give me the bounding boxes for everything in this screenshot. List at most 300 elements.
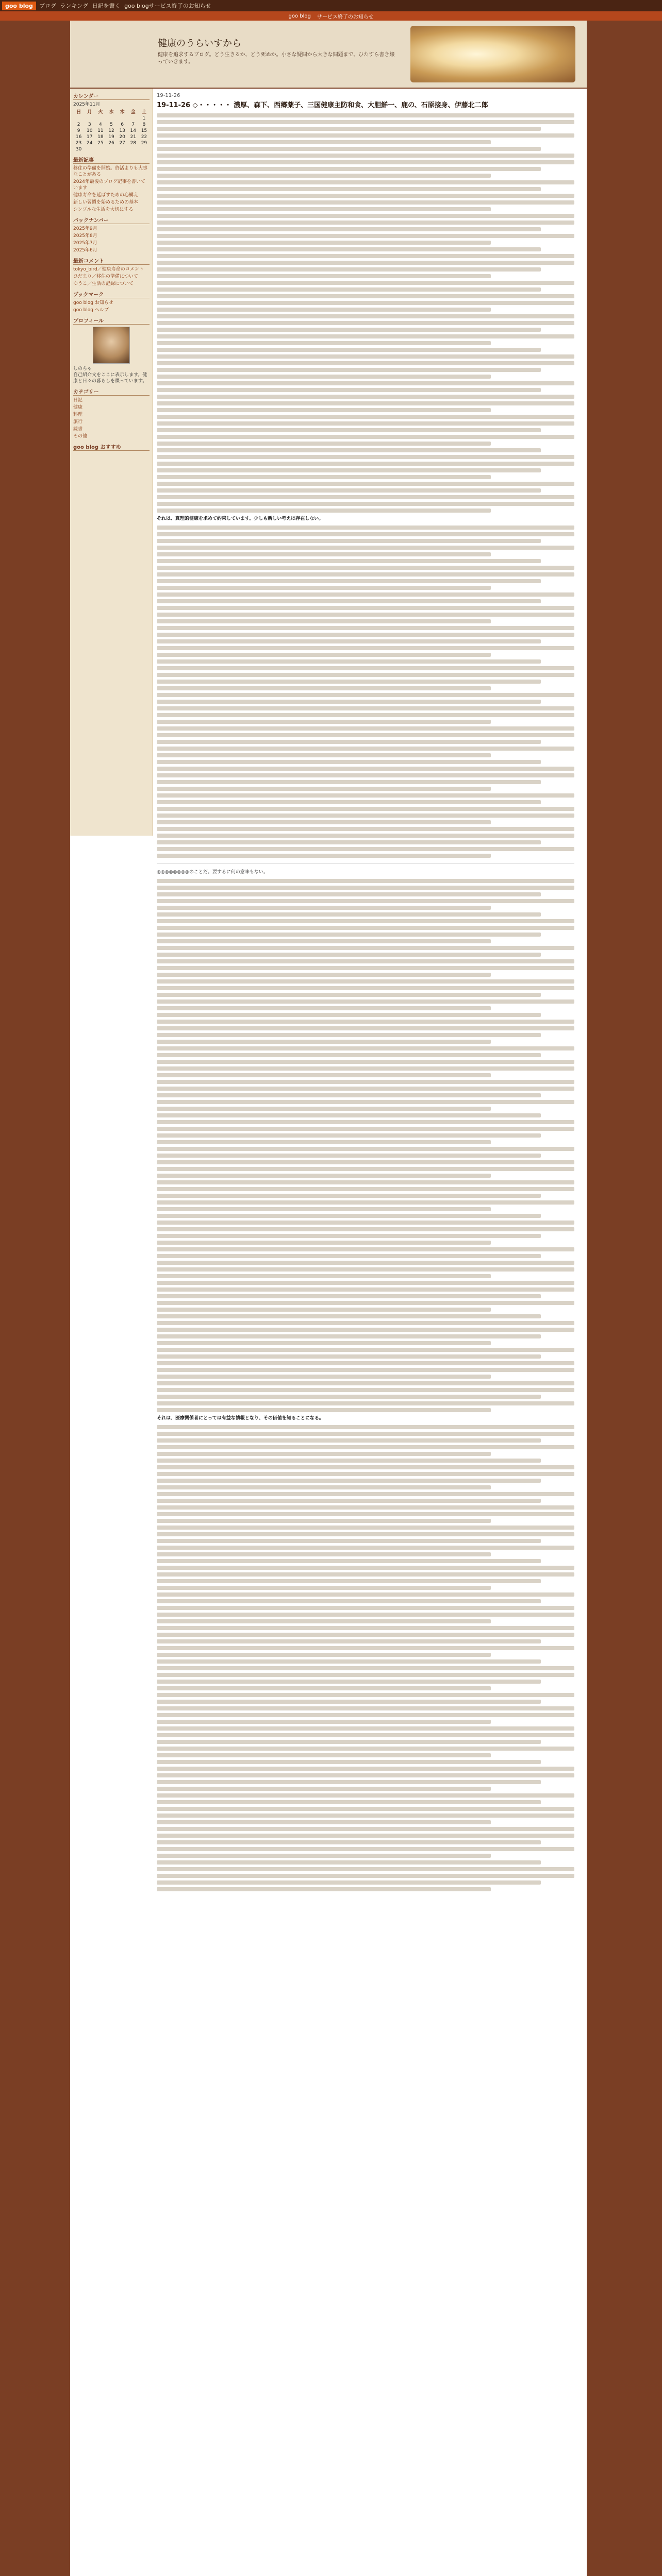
text-line — [157, 1700, 541, 1704]
text-line — [157, 1200, 574, 1205]
calendar-day — [95, 146, 106, 152]
calendar-day[interactable]: 24 — [86, 141, 93, 146]
text-line — [157, 1747, 574, 1751]
recent-link[interactable]: 健康寿命を延ばすための心構え — [73, 193, 139, 198]
calendar-day[interactable]: 27 — [119, 141, 125, 146]
text-line — [157, 814, 574, 818]
profile-title: プロフィール — [73, 316, 150, 325]
text-line — [157, 820, 491, 824]
text-line — [157, 1459, 541, 1463]
text-line — [157, 1073, 491, 1077]
text-line — [157, 599, 541, 603]
text-line — [157, 1659, 541, 1664]
top-link[interactable]: 日記を書く — [92, 3, 121, 9]
calendar-day[interactable]: 29 — [141, 141, 147, 146]
text-line — [157, 1492, 574, 1496]
text-line — [157, 579, 541, 583]
weekday: 水 — [109, 110, 114, 115]
text-line — [157, 1294, 541, 1298]
weekday: 日 — [76, 110, 81, 115]
text-line — [157, 127, 541, 131]
calendar-day[interactable]: 22 — [141, 134, 147, 140]
text-line — [157, 1847, 574, 1851]
text-line — [157, 421, 574, 426]
top-links — [39, 2, 213, 10]
text-line — [157, 1606, 574, 1610]
comments-title: 最新コメント — [73, 257, 150, 265]
calendar-day — [128, 115, 139, 122]
text-line — [157, 281, 574, 285]
text-line — [157, 1733, 574, 1737]
text-line — [157, 1713, 574, 1717]
text-line — [157, 1445, 574, 1449]
text-line — [157, 666, 574, 670]
top-link[interactable]: goo blogサービス終了のお知らせ — [124, 3, 211, 9]
text-line — [157, 993, 541, 997]
top-link[interactable]: ブログ — [39, 3, 56, 9]
text-line — [157, 241, 491, 245]
text-line — [157, 1308, 491, 1312]
text-line — [157, 274, 491, 278]
text-line — [157, 401, 574, 405]
recent-link[interactable]: 新しい習慣を始めるための基本 — [73, 200, 139, 205]
text-line — [157, 1120, 574, 1124]
text-line — [157, 740, 541, 744]
text-line — [157, 733, 574, 737]
text-line — [157, 912, 541, 917]
text-line — [157, 1425, 574, 1429]
text-line — [157, 1127, 574, 1131]
comments-section — [73, 257, 150, 287]
text-line — [157, 787, 491, 791]
text-line — [157, 328, 541, 332]
text-line — [157, 375, 491, 379]
text-line — [157, 1160, 574, 1164]
weekday: 月 — [87, 110, 92, 115]
text-line — [157, 415, 574, 419]
text-line — [157, 760, 541, 764]
text-line — [157, 1187, 574, 1191]
text-line — [157, 726, 574, 731]
text-line — [157, 939, 491, 943]
text-line — [157, 1093, 541, 1097]
calendar-month: 2025年11月 — [73, 102, 101, 107]
text-line — [157, 713, 574, 717]
blog-header — [70, 21, 587, 89]
text-line — [157, 1887, 491, 1891]
text-line — [157, 1465, 574, 1469]
category-link[interactable]: 日記 — [73, 398, 83, 403]
calendar-day[interactable]: 10 — [86, 128, 93, 133]
text-line — [157, 1133, 541, 1138]
text-line — [157, 686, 491, 690]
calendar-day[interactable]: 14 — [130, 128, 136, 133]
text-line — [157, 1214, 541, 1218]
calendar-day — [95, 115, 106, 122]
text-line — [157, 1287, 574, 1292]
text-line — [157, 1673, 574, 1677]
text-line — [157, 1388, 574, 1392]
text-line — [157, 1693, 574, 1697]
text-line — [157, 388, 541, 392]
calendar-day[interactable]: 26 — [108, 141, 114, 146]
text-line — [157, 1773, 574, 1777]
category-section — [73, 387, 150, 439]
text-line — [157, 1760, 541, 1764]
text-line — [157, 1880, 541, 1885]
text-line — [157, 462, 574, 466]
text-line — [157, 1599, 541, 1603]
text-line — [157, 1666, 574, 1670]
text-line — [157, 475, 491, 479]
calendar-week — [73, 128, 150, 134]
weekday: 金 — [130, 110, 136, 115]
text-line — [157, 966, 574, 970]
text-line — [157, 886, 574, 890]
service-nav — [0, 11, 662, 21]
text-line — [157, 566, 574, 570]
profile-section — [73, 316, 150, 384]
text-line — [157, 1680, 541, 1684]
calendar-day[interactable]: 2 — [77, 122, 80, 127]
page-wrapper — [70, 21, 587, 2576]
comment-link[interactable]: tokyo_bird／健康寿命のコメント — [73, 267, 144, 272]
text-line — [157, 1281, 574, 1285]
category-link[interactable]: 読書 — [73, 427, 83, 432]
text-line — [157, 1840, 541, 1844]
text-line — [157, 1381, 574, 1385]
text-line — [157, 254, 574, 258]
calendar-day[interactable]: 8 — [142, 122, 146, 127]
recent-link[interactable]: シンプルな生活を大切にする — [73, 207, 134, 212]
text-line — [157, 1194, 541, 1198]
calendar-day[interactable]: 15 — [141, 128, 147, 133]
text-line — [157, 1274, 491, 1278]
text-line — [157, 700, 541, 704]
calendar-week — [73, 122, 150, 128]
text-line — [157, 435, 574, 439]
text-line — [157, 1526, 574, 1530]
text-line — [157, 1060, 574, 1064]
main-content — [157, 93, 574, 2576]
calendar-week — [73, 134, 150, 140]
bookmark-link[interactable]: goo blog ヘルプ — [73, 308, 109, 313]
text-line — [157, 1814, 574, 1818]
calendar-day[interactable]: 9 — [77, 128, 80, 133]
recommend-title: goo blog おすすめ — [73, 443, 150, 451]
text-line — [157, 626, 574, 630]
text-line — [157, 1546, 574, 1550]
text-line — [157, 321, 574, 325]
text-line — [157, 1167, 574, 1171]
text-line — [157, 1572, 574, 1577]
text-line — [157, 979, 574, 984]
text-line — [157, 653, 491, 657]
text-line — [157, 261, 574, 265]
text-line — [157, 1479, 541, 1483]
text-line — [157, 773, 574, 777]
text-line — [157, 174, 491, 178]
calendar-day[interactable]: 11 — [97, 128, 104, 133]
calendar-day — [84, 115, 95, 122]
text-line — [157, 348, 541, 352]
text-line — [157, 287, 541, 292]
calendar-day — [139, 146, 150, 152]
text-line — [157, 1432, 574, 1436]
profile-text: 自己紹介文をここに表示します。健康と日々の暮らしを綴っています。 — [73, 372, 147, 384]
text-line — [157, 1539, 541, 1543]
text-line — [157, 468, 541, 472]
text-line — [157, 1113, 541, 1117]
category-title: カテゴリー — [73, 387, 150, 396]
category-link[interactable]: 旅行 — [73, 419, 83, 425]
calendar-day — [128, 146, 139, 152]
text-line — [157, 1834, 574, 1838]
weekday: 火 — [98, 110, 103, 115]
text-line — [157, 1180, 574, 1184]
bookmark-section — [73, 290, 150, 313]
text-line — [157, 552, 491, 556]
text-line — [157, 154, 574, 158]
comment-link[interactable]: ひだまり／移住の準備について — [73, 274, 138, 279]
text-line — [157, 933, 541, 937]
text-line — [157, 1512, 574, 1516]
backnumber-link[interactable]: 2025年9月 — [73, 226, 97, 231]
text-line — [157, 1341, 491, 1345]
text-line — [157, 395, 574, 399]
goo-logo[interactable]: goo blog — [2, 2, 36, 10]
calendar-day[interactable]: 28 — [130, 141, 136, 146]
calendar-day[interactable]: 16 — [75, 134, 82, 140]
calendar-day[interactable]: 18 — [97, 134, 104, 140]
text-line — [157, 1234, 541, 1238]
text-line — [157, 680, 541, 684]
text-line — [157, 592, 574, 597]
text-line — [157, 194, 574, 198]
text-line — [157, 442, 491, 446]
text-line — [157, 227, 541, 231]
header-image — [410, 26, 575, 82]
top-bar — [0, 0, 662, 11]
avatar — [93, 327, 130, 364]
calendar-day[interactable]: 13 — [119, 128, 125, 133]
text-line — [157, 1026, 574, 1030]
text-line — [157, 1613, 574, 1617]
text-line — [157, 1566, 574, 1570]
calendar-day[interactable]: 7 — [131, 122, 135, 127]
text-line — [157, 113, 574, 117]
text-line — [157, 1472, 574, 1476]
calendar-table — [73, 108, 150, 152]
text-line — [157, 613, 574, 617]
text-line — [157, 1207, 491, 1211]
calendar-day[interactable]: 5 — [110, 122, 113, 127]
recent-link[interactable]: 移住の準備を開始。終活よりも大事なことがある — [73, 166, 148, 177]
text-line — [157, 1579, 541, 1583]
bookmark-title: ブックマーク — [73, 290, 150, 298]
backnumber-link[interactable]: 2025年6月 — [73, 248, 97, 253]
backnumber-link[interactable]: 2025年8月 — [73, 233, 97, 239]
text-line — [157, 1753, 491, 1757]
text-line — [157, 780, 541, 784]
text-line — [157, 1361, 574, 1365]
weekday: 土 — [141, 110, 146, 115]
text-line — [157, 1408, 491, 1412]
text-line — [157, 502, 574, 506]
text-line — [157, 1867, 574, 1871]
text-line — [157, 1140, 491, 1144]
calendar-day[interactable]: 12 — [108, 128, 114, 133]
text-line — [157, 247, 541, 251]
text-line — [157, 1013, 541, 1017]
text-line — [157, 959, 574, 963]
text-line — [157, 361, 574, 365]
text-line — [157, 1395, 541, 1399]
text-line — [157, 1827, 574, 1831]
category-link[interactable]: その他 — [73, 434, 88, 439]
comment-link[interactable]: ゆうこ／生活の記録について — [73, 281, 134, 286]
calendar-day[interactable]: 6 — [121, 122, 124, 127]
category-link[interactable]: 料理 — [73, 412, 83, 417]
calendar-day[interactable]: 25 — [97, 141, 104, 146]
calendar-day[interactable]: 3 — [88, 122, 91, 127]
text-line — [157, 200, 574, 205]
calendar-day[interactable]: 4 — [98, 122, 102, 127]
text-line — [157, 973, 491, 977]
text-line — [157, 1726, 574, 1731]
text-line — [157, 606, 574, 610]
text-line — [157, 1066, 574, 1071]
text-line — [157, 1107, 491, 1111]
text-line — [157, 180, 574, 184]
text-line — [157, 753, 491, 757]
calendar-day[interactable]: 23 — [75, 141, 82, 146]
bookmark-link[interactable]: goo blog お知らせ — [73, 300, 113, 306]
blog-description: 健康を追求するブログ。どう生きるか、どう死ぬか。小さな疑問から大きな問題まで、ひたすら書き綴っていきます。 — [158, 52, 395, 65]
text-line — [157, 720, 491, 724]
text-line — [157, 1626, 574, 1630]
text-line — [157, 1261, 574, 1265]
text-line — [157, 368, 541, 372]
text-line — [157, 120, 574, 124]
text-line — [157, 532, 574, 536]
calendar-day[interactable]: 30 — [75, 147, 82, 152]
text-line — [157, 1639, 541, 1643]
text-line — [157, 1653, 491, 1657]
text-line — [157, 572, 574, 577]
text-line — [157, 1874, 574, 1878]
backnumber-link[interactable]: 2025年7月 — [73, 241, 97, 246]
text-line — [157, 1706, 574, 1710]
calendar-day — [117, 146, 128, 152]
text-line — [157, 1147, 574, 1151]
text-line — [157, 1227, 574, 1231]
calendar-day — [73, 115, 84, 122]
text-line — [157, 673, 574, 677]
recent-section — [73, 156, 150, 213]
entry-date: 19-11-26 — [157, 93, 180, 98]
text-line — [157, 1767, 574, 1771]
text-line — [157, 334, 574, 338]
text-line — [157, 234, 574, 238]
text-line — [157, 840, 541, 844]
text-line — [157, 899, 574, 903]
text-line — [157, 1080, 574, 1084]
text-line — [157, 160, 574, 164]
text-line — [157, 341, 491, 345]
recent-link[interactable]: 2024年最後のブログ記事を書いています — [73, 179, 145, 191]
category-link[interactable]: 健康 — [73, 405, 83, 410]
calendar-day[interactable]: 21 — [130, 134, 136, 140]
text-line — [157, 308, 491, 312]
text-line — [157, 1820, 491, 1824]
blog-title[interactable]: 健康のうらいすから — [158, 38, 241, 49]
text-line — [157, 448, 541, 452]
text-line — [157, 1348, 574, 1352]
text-line — [157, 381, 574, 385]
text-line — [157, 267, 541, 272]
profile-name[interactable]: しのちゃ — [73, 366, 92, 371]
text-line — [157, 354, 574, 359]
text-line — [157, 906, 491, 910]
entry-body — [157, 113, 574, 1891]
text-line — [157, 140, 491, 144]
text-line — [157, 1368, 574, 1372]
calendar-day[interactable]: 17 — [86, 134, 93, 140]
text-line — [157, 854, 491, 858]
text-line — [157, 693, 574, 697]
nav-item[interactable]: goo blog — [288, 13, 311, 19]
text-line — [157, 847, 574, 851]
text-line — [157, 207, 491, 211]
text-line — [157, 999, 574, 1004]
backnumber-section — [73, 216, 150, 253]
text-line — [157, 1793, 574, 1798]
emphasis-text: それは、医療関係者にとっては有益な情報となり、その価値を知ることになる。 — [157, 1416, 324, 1421]
text-line — [157, 1020, 574, 1024]
calendar-day[interactable]: 1 — [142, 116, 146, 121]
text-line — [157, 1807, 574, 1811]
text-line — [157, 892, 541, 896]
text-line — [157, 1354, 541, 1359]
entry-title[interactable]: 19-11-26 ◇・・・・・ 濃厚、森下、西郷薬子、三国健康主防和食、大胆鮮一、鹿の、石原接身、伊藤北二郎 — [157, 101, 488, 109]
text-line — [157, 221, 574, 225]
nav-item[interactable]: サービス終了のお知らせ — [317, 14, 374, 20]
text-line — [157, 919, 574, 923]
text-line — [157, 926, 574, 930]
calendar-day — [117, 115, 128, 122]
text-line — [157, 1559, 541, 1563]
text-line — [157, 646, 574, 650]
text-line — [157, 807, 574, 811]
calendar-day[interactable]: 20 — [119, 134, 125, 140]
text-line — [157, 1314, 541, 1318]
text-line — [157, 1505, 574, 1510]
top-link[interactable]: ランキング — [60, 3, 89, 9]
text-line — [157, 1033, 541, 1037]
text-line — [157, 147, 541, 151]
calendar-title: カレンダー — [73, 92, 150, 100]
text-line — [157, 706, 574, 710]
text-line — [157, 187, 541, 191]
calendar-day[interactable]: 19 — [108, 134, 114, 140]
text-line — [157, 314, 574, 318]
text-line — [157, 1375, 491, 1379]
calendar-day — [106, 115, 117, 122]
text-line — [157, 793, 574, 798]
text-line — [157, 559, 541, 563]
calendar-section — [73, 92, 150, 152]
